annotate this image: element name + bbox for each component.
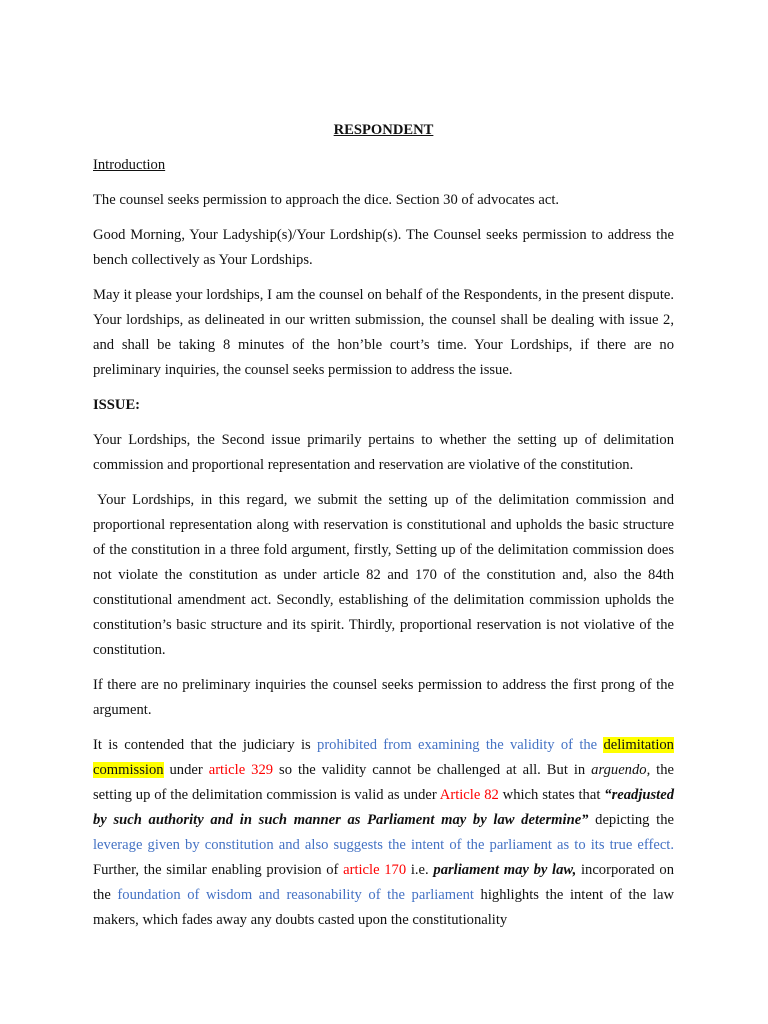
contention-text-5: which states that <box>498 787 605 803</box>
paragraph-approach: The counsel seeks permission to approach the dice. Section 30 of advocates act. <box>93 192 560 208</box>
paragraph-submission: Your Lordships, in this regard, we submit the setting up of the delimitation commission and proportional representation along with reservation is constitutional and upholds the basic structure of the constitution in a three fold argument, firstly, Setting up of the delimitation commission does not violate the constitution as under article 82 and 170 of the constitution and, also the 84th constitutional amendment act. Secondly, establishing of the delimitation commission upholds the constitution’s basic structure and its spirit. Thirdly, proportional reservation is not violative of the constitution. <box>93 492 674 658</box>
quoted-provision: “readjusted by such authority and in such manner as Parliament may by law determine” <box>93 787 674 828</box>
introduction-text: Introduction <box>93 157 166 173</box>
parliament-by-law: parliament may by law, <box>433 862 577 878</box>
contention-text-3: so the validity cannot be challenged at all. But in <box>273 762 592 778</box>
introduction-label <box>93 153 674 178</box>
contention-text-1: It is contended that the judiciary is <box>93 737 318 753</box>
paragraph-opening: May it please your lordships, I am the counsel on behalf of the Respondents, in the present dispute. Your lordships, as delineated in our written submission, the counsel shall be dealing with issue 2, and shall be taking 8 minutes of the hon’ble court’s time. Your Lordships, if there are no preliminary inquiries, the counsel seeks permission to address the issue. <box>93 287 674 378</box>
issue-label <box>93 393 674 418</box>
contention-text-9: incorporated on the <box>93 862 674 903</box>
paragraph-issue: Your Lordships, the Second issue primarily pertains to whether the setting up of delimitation commission and proportional representation and reservation are violative of the constitution. <box>93 432 674 473</box>
issue-text: ISSUE: <box>93 397 141 413</box>
article-329-ref: article 329 <box>208 762 274 778</box>
contention-text-2: under <box>163 762 209 778</box>
arguendo-text: arguendo, <box>591 762 651 778</box>
highlighted-term: delimitation commission <box>93 737 674 778</box>
contention-blue-3: foundation of wisdom and reasonability of the parliament <box>117 887 474 903</box>
document-heading: RESPONDENT <box>333 122 434 138</box>
contention-text-4: the setting up of the delimitation commission is valid as under <box>93 762 675 803</box>
contention-text-8: i.e. <box>406 862 434 878</box>
contention-blue-1: prohibited from examining the validity of the <box>317 737 604 753</box>
contention-blue-2: leverage given by constitution and also suggests the intent of the parliament as to its true effect. <box>93 837 674 853</box>
paragraph-greeting: Good Morning, Your Ladyship(s)/Your Lordship(s). The Counsel seeks permission to address the bench collectively as Your Lordships. <box>93 227 674 268</box>
contention-text-10: highlights the intent of the law makers, which fades away any doubts casted upon the constitutionality <box>93 887 674 928</box>
document-body <box>93 118 674 943</box>
paragraph-contention <box>93 733 674 933</box>
paragraph-first-prong: If there are no preliminary inquiries the counsel seeks permission to address the first prong of the argument. <box>93 677 674 718</box>
article-170-ref: article 170 <box>343 862 407 878</box>
article-82-ref: Article 82 <box>439 787 499 803</box>
contention-text-7: Further, the similar enabling provision of <box>93 862 344 878</box>
contention-text-6: depicting the <box>588 812 674 828</box>
